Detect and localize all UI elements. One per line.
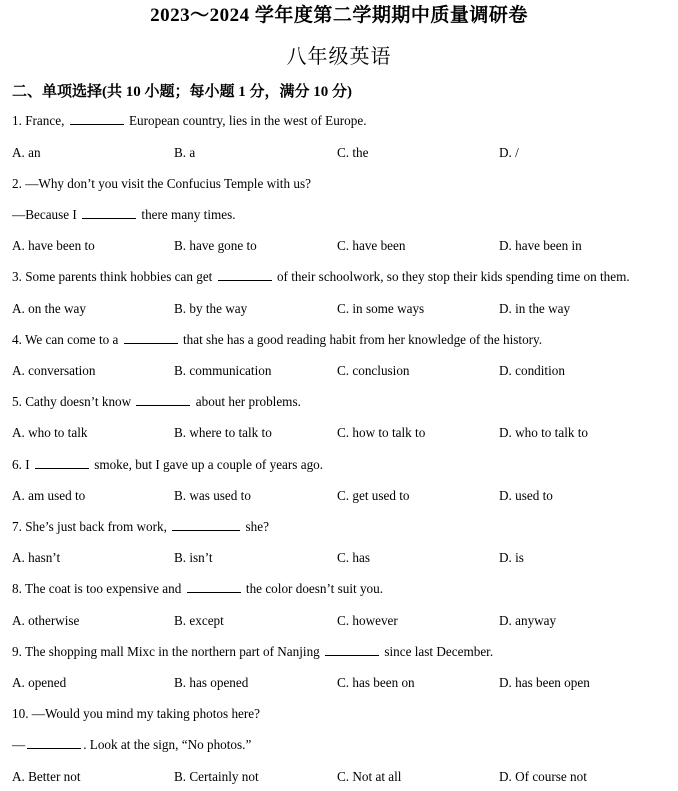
answer-option-c[interactable]: C. however xyxy=(337,613,398,628)
answer-blank[interactable] xyxy=(124,332,178,344)
exam-title: 2023～2024 学年度第二学期期中质量调研卷 xyxy=(150,5,528,26)
answer-option-d[interactable]: D. is xyxy=(499,550,524,565)
answer-option-d[interactable]: D. in the way xyxy=(499,301,571,316)
question-stem xyxy=(12,207,236,223)
question-stem xyxy=(12,706,260,722)
question-stem xyxy=(12,737,251,753)
answer-option-a[interactable]: A. Better not xyxy=(12,769,81,784)
answer-option-a[interactable]: A. an xyxy=(12,145,41,160)
question-text-after-blank: since last December. xyxy=(381,644,494,659)
answer-option-c[interactable]: C. how to talk to xyxy=(337,425,426,440)
exam-subtitle: 八年级英语 xyxy=(286,46,392,68)
answer-blank[interactable] xyxy=(325,644,379,656)
answer-option-c[interactable]: C. has been on xyxy=(337,675,415,690)
answer-blank[interactable] xyxy=(70,113,124,125)
answer-option-c[interactable]: C. the xyxy=(337,145,369,160)
answer-option-c[interactable]: C. in some ways xyxy=(337,301,425,316)
answer-option-c[interactable]: C. get used to xyxy=(337,488,410,503)
question-text-after-blank: . Look at the sign, “No photos.” xyxy=(83,737,252,752)
question-text-before-blank: — xyxy=(12,737,26,752)
answer-blank[interactable] xyxy=(172,519,240,531)
answer-blank[interactable] xyxy=(218,269,272,281)
answer-option-b[interactable]: B. by the way xyxy=(174,301,248,316)
question-stem xyxy=(12,332,542,348)
question-stem xyxy=(12,113,367,129)
answer-option-a[interactable]: A. on the way xyxy=(12,301,86,316)
question-text-after-blank: the color doesn’t suit you. xyxy=(242,581,384,596)
answer-option-d[interactable]: D. anyway xyxy=(499,613,557,628)
question-text: 2. —Why don’t you visit the Confucius Temple with us? xyxy=(12,176,311,191)
answer-option-a[interactable]: A. hasn’t xyxy=(12,550,61,565)
question-text-after-blank: of their schoolwork, so they stop their kids spending time on them. xyxy=(273,269,630,284)
answer-option-a[interactable]: A. otherwise xyxy=(12,613,80,628)
answer-option-b[interactable]: B. Certainly not xyxy=(174,769,259,784)
answer-option-c[interactable]: C. conclusion xyxy=(337,363,410,378)
answer-option-a[interactable]: A. conversation xyxy=(12,363,96,378)
answer-option-c[interactable]: C. have been xyxy=(337,238,406,253)
answer-option-d[interactable]: D. / xyxy=(499,145,519,160)
answer-option-a[interactable]: A. opened xyxy=(12,675,67,690)
answer-option-d[interactable]: D. used to xyxy=(499,488,553,503)
answer-option-b[interactable]: B. was used to xyxy=(174,488,251,503)
answer-option-b[interactable]: B. where to talk to xyxy=(174,425,272,440)
answer-option-d[interactable]: D. condition xyxy=(499,363,565,378)
answer-option-a[interactable]: A. have been to xyxy=(12,238,95,253)
answer-blank[interactable] xyxy=(27,737,81,749)
answer-option-d[interactable]: D. Of course not xyxy=(499,769,587,784)
question-text-after-blank: she? xyxy=(242,519,269,534)
answer-option-b[interactable]: B. have gone to xyxy=(174,238,257,253)
answer-blank[interactable] xyxy=(35,457,89,469)
answer-option-b[interactable]: B. a xyxy=(174,145,196,160)
question-text-before-blank: 4. We can come to a xyxy=(12,332,122,347)
question-text-before-blank: 3. Some parents think hobbies can get xyxy=(12,269,216,284)
answer-option-b[interactable]: B. communication xyxy=(174,363,272,378)
question-text: 10. —Would you mind my taking photos here? xyxy=(12,706,261,721)
answer-option-b[interactable]: B. isn’t xyxy=(174,550,213,565)
question-text-before-blank: 1. France, xyxy=(12,113,68,128)
section-heading: 二、单项选择(共 10 小题；每小题 1 分，满分 10 分) xyxy=(12,84,352,100)
answer-blank[interactable] xyxy=(136,394,190,406)
question-stem xyxy=(12,644,493,660)
answer-option-a[interactable]: A. am used to xyxy=(12,488,86,503)
question-text-before-blank: 7. She’s just back from work, xyxy=(12,519,171,534)
answer-option-c[interactable]: C. Not at all xyxy=(337,769,402,784)
answer-option-d[interactable]: D. have been in xyxy=(499,238,582,253)
question-stem xyxy=(12,457,323,473)
question-text-after-blank: there many times. xyxy=(138,207,236,222)
question-stem xyxy=(12,519,269,535)
question-text-before-blank: —Because I xyxy=(12,207,81,222)
question-text-before-blank: 5. Cathy doesn’t know xyxy=(12,394,135,409)
question-text-after-blank: about her problems. xyxy=(192,394,301,409)
question-stem xyxy=(12,269,630,285)
answer-option-b[interactable]: B. has opened xyxy=(174,675,249,690)
question-text-before-blank: 8. The coat is too expensive and xyxy=(12,581,185,596)
answer-option-d[interactable]: D. who to talk to xyxy=(499,425,589,440)
question-stem xyxy=(12,581,383,597)
question-text-after-blank: that she has a good reading habit from her knowledge of the history. xyxy=(179,332,543,347)
question-text-before-blank: 6. I xyxy=(12,457,33,472)
answer-blank[interactable] xyxy=(82,207,136,219)
answer-option-a[interactable]: A. who to talk xyxy=(12,425,88,440)
question-text-before-blank: 9. The shopping mall Mixc in the northern part of Nanjing xyxy=(12,644,324,659)
question-stem xyxy=(12,394,301,410)
question-stem xyxy=(12,176,311,192)
question-text-after-blank: European country, lies in the west of Europe. xyxy=(125,113,367,128)
question-text-after-blank: smoke, but I gave up a couple of years ago. xyxy=(90,457,324,472)
answer-option-b[interactable]: B. except xyxy=(174,613,224,628)
answer-option-d[interactable]: D. has been open xyxy=(499,675,590,690)
answer-option-c[interactable]: C. has xyxy=(337,550,370,565)
answer-blank[interactable] xyxy=(187,581,241,593)
